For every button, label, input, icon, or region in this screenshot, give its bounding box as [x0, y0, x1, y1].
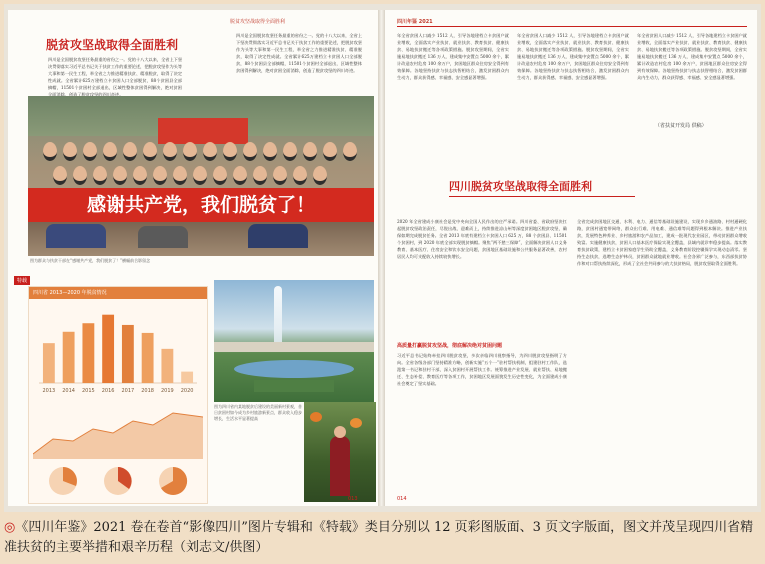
group-photo [28, 96, 374, 256]
figure-caption [4, 518, 761, 558]
book-gutter [378, 10, 385, 506]
caption-bullet: ◎ [4, 520, 16, 535]
article-col-a-2: 习近平总书记始终牵挂四川脱贫攻坚，多次亲临四川视察指导，为四川脱贫攻坚指明了方向。全省各级各部门坚持精准方略，创新实施“五个一”驻村帮扶机制，组建驻村工作队，选派第一书记和驻村干部，深入贫困村开展帮扶工作。统筹推进产业发展、就业帮扶、易地搬迁、生态补偿、教育医疗等各项工作，贫困地区发展面貌发生历史性变化，为全面建成小康社会奠定了坚实基础。 [397, 353, 567, 386]
left-page-number: 013 [348, 496, 358, 502]
left-page-title: 脱贫攻坚战取得全面胜利 [46, 38, 179, 52]
yearbook-spread [4, 4, 761, 512]
harvest-photo [304, 402, 376, 502]
caption-text: 《四川年鉴》2021 卷在卷首“影像四川”图片专辑和《特载》类目分别以 12 页彩图版面、3 页文字版面，图文并茂呈现四川省精准扶贫的主要举措和艰辛历程（刘志文/供图） [4, 520, 754, 555]
section-heading: 高质量打赢脱贫攻坚战，彻底解决绝对贫困问题 [397, 343, 503, 349]
chart-bar-2019 [161, 349, 173, 383]
right-page [385, 10, 757, 506]
left-intro-col-1: 四川是全国脱贫攻坚任务最重的省份之一。党的十八大以来，全省上下坚决贯彻落实习近平总书记关于扶贫工作的重要论述，把脱贫攻坚作为头等大事和第一民生工程，举全省之力推进精准扶贫、精准脱贫，取得了决定性成就。全省累计625万建档立卡贫困人口全部脱贫，88个贫困县全部摘帽，11501个贫困村全部退出，区域性整体贫困得到解决，绝对贫困全面消除，创造了脱贫攻坚的四川奇迹。 [48, 57, 182, 96]
group-photo-caption: 图为群众与扶贫干部在“感谢共产党，我们脱贫了！”横幅前合影留念 [30, 258, 151, 263]
chart-tick-label: 2015 [82, 388, 95, 394]
pie-chart-decoration [33, 463, 203, 499]
chart-tick-label: 2020 [180, 388, 194, 394]
fountain-photo [214, 280, 374, 402]
left-intro-col-2: 四川是全国脱贫攻坚任务最重的省份之一。党的十八大以来，全省上下坚决贯彻落实习近平总书记关于扶贫工作的重要论述，把脱贫攻坚作为头等大事和第一民生工程，举全省之力推进精准扶贫、精准脱贫，取得了决定性成就。全省累计625万建档立卡贫困人口全部脱贫，88个贫困县全部摘帽，11501个贫困村全部退出，区域性整体贫困得到解决，绝对贫困全面消除，创造了脱贫攻坚的四川奇迹。 [236, 33, 362, 73]
chart-tick-label: 2016 [101, 388, 115, 394]
tezai-badge: 特载 [14, 276, 30, 285]
chart-bar-2015 [82, 323, 94, 383]
right-top-col-3: 年全省贫困人口减少 1512 人，引导各地建档立卡贫困户就业增收，全面落实产业扶贫、就业扶贫、教育扶贫、健康扶贫、易地扶贫搬迁等各项政策措施。脱贫攻坚期间，全省实施易地扶贫搬迁 136 万人，建成集中安置点 5000 余个，累计改造农村危房 100 余万户，贫困地区群众住房安全得到有效保障。各地坚持扶贫与扶志扶智相结合，激发贫困群众内生动力，群众获得感、幸福感、安全感显著增强。 [637, 33, 747, 80]
right-page-header: 四川年鉴 2021 [397, 19, 433, 25]
right-page-number: 014 [397, 496, 407, 502]
chart-tick-label: 2013 [42, 388, 56, 394]
chart-tick-label: 2018 [141, 388, 154, 394]
chart-bar-2017 [122, 325, 134, 383]
bar-chart [33, 305, 203, 395]
right-top-col-2: 年全省贫困人口减少 1512 人，引导各地建档立卡贫困户就业增收，全面落实产业扶贫、就业扶贫、教育扶贫、健康扶贫、易地扶贫搬迁等各项政策措施。脱贫攻坚期间，全省实施易地扶贫搬迁 136 万人，建成集中安置点 5000 余个，累计改造农村危房 100 余万户，贫困地区群众住房安全得到有效保障。各地坚持扶贫与扶志扶智相结合，激发贫困群众内生动力，群众获得感、幸福感、安全感显著增强。 [517, 33, 629, 80]
right-top-col-1: 年全省贫困人口减少 1512 人，引导各地建档立卡贫困户就业增收，全面落实产业扶贫、就业扶贫、教育扶贫、健康扶贫、易地扶贫搬迁等各项政策措施。脱贫攻坚期间，全省实施易地扶贫搬迁 136 万人，建成集中安置点 5000 余个，累计改造农村危房 100 余万户，贫困地区群众住房安全得到有效保障。各地坚持扶贫与扶志扶智相结合，激发贫困群众内生动力，群众获得感、幸福感、安全感显著增强。 [397, 33, 509, 80]
article-col-a: 2020 年全省建成小康社会是党中央向全国人民作出的庄严承诺。四川省委、省政府坚决扛起脱贫攻坚政治责任，尽锐出战、迎难而上，持续推进凉山州等深度贫困地区脱贫攻坚，确保如期完成脱贫任务。全省 2013 年底有建档立卡贫困人口 625 万，88 个贫困县、11501 个贫困村，到 2020 年底全部实现脱贫摘帽。聚焦“两不愁三保障”，全面解决贫困人口义务教育、基本医疗、住房安全和饮水安全问题，贫困地区基础设施和公共服务显著改善，农村居民人均可支配收入持续较快增长。 [397, 219, 567, 259]
chart-bar-2018 [142, 333, 154, 383]
chart-title: 四川省 2013—2020 年脱贫情况 [33, 290, 107, 296]
left-page [8, 10, 378, 506]
article-col-b: 全省完成贫困地区交通、水利、电力、通信等基础设施建设，实现乡乡通油路、村村通硬化路，贫困村通宽带网络，群众出行难、用电难、通信难等问题得到根本解决。推进产业扶贫，发展特色种养业、乡村旅游和农产品加工，建成一批现代农业园区，带动贫困群众增收致富。实施健康扶贫，贫困人口基本医疗保险实现全覆盖，县域内就诊率稳步提高。落实教育扶贫政策，建档立卡贫困家庭学生资助全覆盖，义务教育阶段控辍保学实现动态清零。坚持生态扶贫，选聘生态护林员，贫困群众就地就业增收。社会各界广泛参与，东西部扶贫协作和对口帮扶持续深化，形成了全社会共同参与的大扶贫格局，脱贫攻坚取得全面胜利。 [577, 219, 747, 266]
area-chart-decoration [33, 399, 203, 459]
left-page-header: 脱贫攻坚战取得全面胜利 [230, 19, 286, 25]
article-title: 四川脱贫攻坚战取得全面胜利 [449, 180, 592, 193]
chart-tick-label: 2017 [121, 388, 135, 394]
fountain-photo-caption: 图为四川省内某地脱贫后建设的美丽新村景观，昔日贫困村如今成为乡村旅游新景点，群众收入稳步增长，生活水平显著提高 [214, 404, 302, 421]
chart-bar-2020 [181, 372, 193, 383]
chart-bar-2013 [43, 343, 55, 383]
chart-tick-label: 2019 [161, 388, 174, 394]
thanks-banner: 感谢共产党，我们脱贫了！ [28, 188, 374, 222]
chart-bar-2014 [63, 332, 75, 383]
signature: （省扶贫开发局 供稿） [655, 123, 707, 129]
chart-tick-label: 2014 [62, 388, 75, 394]
poverty-chart-box [28, 286, 208, 504]
chart-bar-2016 [102, 315, 114, 383]
